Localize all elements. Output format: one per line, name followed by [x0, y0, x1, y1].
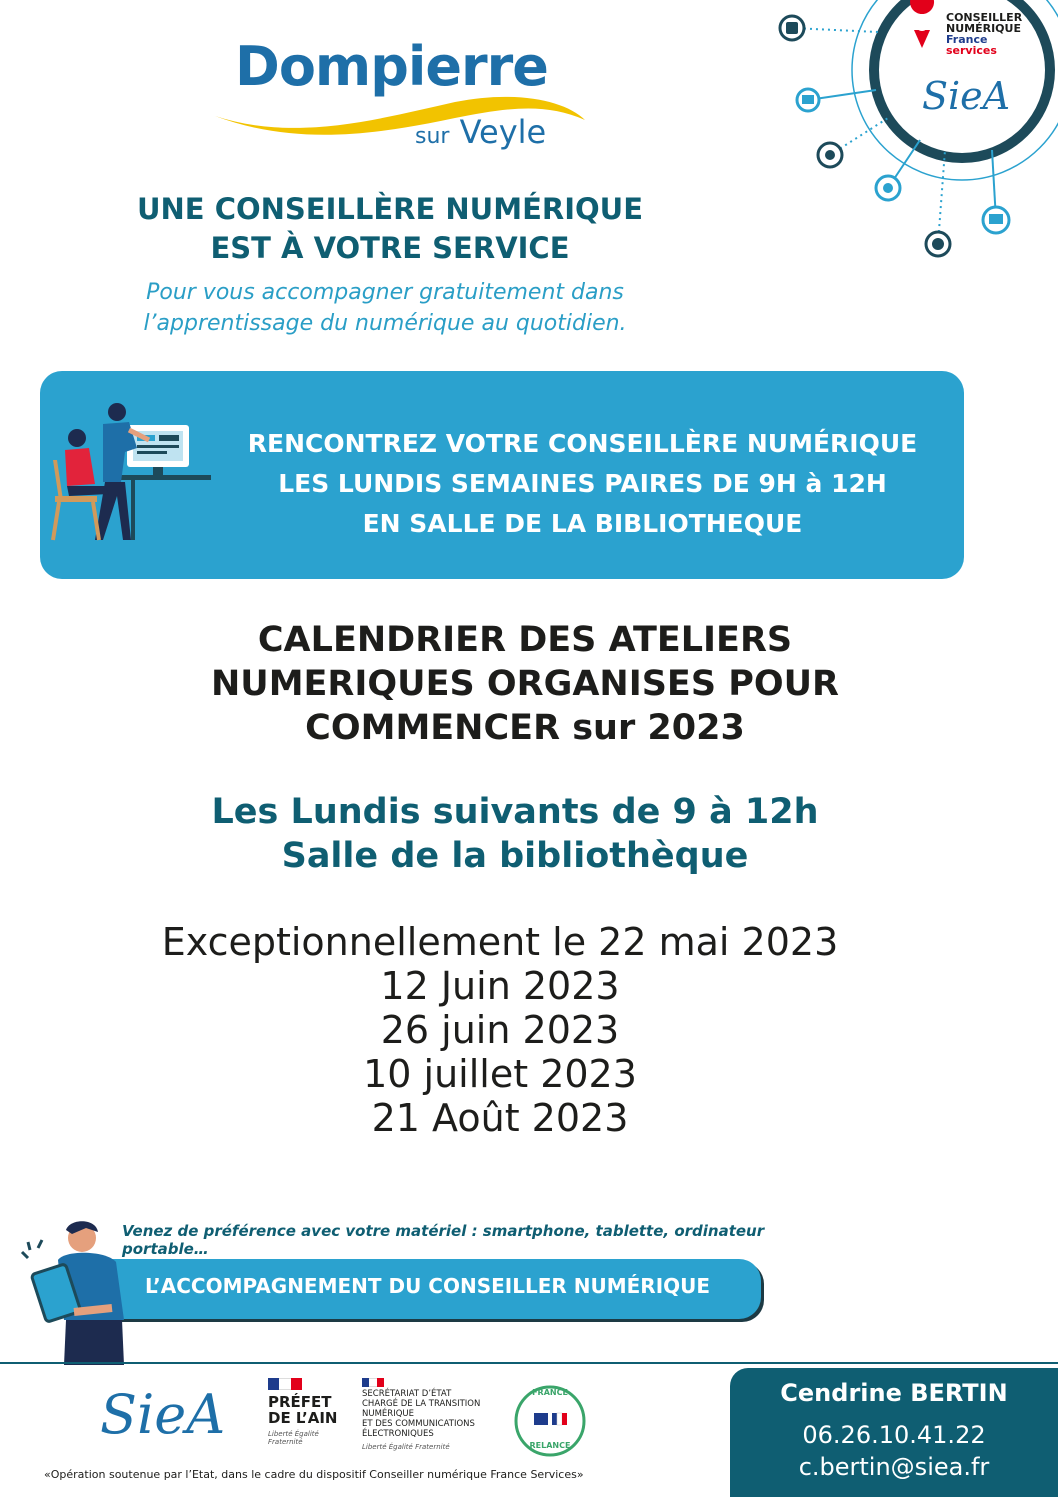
prefet-motto: Liberté Égalité Fraternité [268, 1430, 319, 1446]
intro-subtitle-line2: l’apprentissage du numérique au quotidien. [143, 311, 627, 336]
contact-name: Cendrine BERTIN [780, 1379, 1008, 1407]
intro-subtitle [60, 277, 710, 339]
calendar-date: 21 Août 2023 [371, 1096, 629, 1140]
french-flag-small-icon [362, 1378, 384, 1387]
logo-place: Veyle [459, 113, 547, 151]
footer-note: «Opération soutenue par l’Etat, dans le cadre du dispositif Conseiller numérique France Services» [44, 1468, 584, 1481]
prefet-line1: PRÉFET [268, 1393, 332, 1411]
siea-footer-logo [100, 1380, 250, 1460]
calendar-dates-list [20, 920, 980, 1140]
calendar-schedule-time: Les Lundis suivants de 9 à 12h [211, 792, 819, 832]
siea-footer-text: SieA [100, 1383, 226, 1446]
intro-heading-line1: UNE CONSEILLÈRE NUMÉRIQUE [136, 192, 644, 226]
logo-title: Dompierre [235, 35, 548, 98]
france-relance-logo [512, 1383, 588, 1459]
man-with-tablet-illustration [20, 1220, 140, 1365]
prefet-de-l-ain-logo [268, 1378, 348, 1446]
sec-line1: SECRÉTARIAT D’ÉTAT [362, 1389, 452, 1399]
secretariat-text [362, 1389, 502, 1439]
sec-line2: CHARGÉ DE LA TRANSITION [362, 1399, 481, 1409]
badge-line3: France [946, 33, 988, 46]
calendar-schedule [40, 790, 990, 878]
sec-motto: Liberté Égalité Fraternité [362, 1443, 450, 1451]
intro-heading [60, 190, 720, 268]
prefet-title [268, 1394, 348, 1426]
intro-heading-line2: EST À VOTRE SERVICE [210, 231, 570, 265]
calendar-title-line3: COMMENCER sur 2023 [305, 708, 745, 748]
badge-siea-logo: SieA [922, 74, 1011, 118]
footer-divider [0, 1362, 1058, 1364]
prefet-line2: DE L’AIN [268, 1409, 338, 1427]
intro-subtitle-line1: Pour vous accompagner gratuitement dans [146, 280, 624, 305]
secretariat-etat-logo [362, 1378, 502, 1451]
banner-line3: EN SALLE DE LA BIBLIOTHEQUE [362, 509, 803, 538]
badge-line2: NUMÉRIQUE [946, 22, 1021, 35]
french-flag-icon [268, 1378, 302, 1390]
calendar-date: 26 juin 2023 [380, 1008, 620, 1052]
conseiller-network-graphic [770, 0, 1058, 270]
banner-text [195, 424, 970, 544]
relance-top-text: FRANCE [532, 1388, 568, 1397]
banner-line1: RENCONTREZ VOTRE CONSEILLÈRE NUMÉRIQUE [247, 429, 918, 458]
calendar-schedule-place: Salle de la bibliothèque [281, 836, 749, 876]
calendar-title-line2: NUMERIQUES ORGANISES POUR [210, 664, 840, 704]
dompierre-logo [205, 35, 605, 155]
contact-email: c.bertin@siea.fr [798, 1453, 990, 1481]
calendar-date: Exceptionnellement le 22 mai 2023 [161, 920, 839, 964]
badge-line4: services [946, 44, 997, 57]
logo-sur: sur [415, 124, 450, 149]
calendar-date: 10 juillet 2023 [363, 1052, 637, 1096]
relance-bottom-text: RELANCE [529, 1441, 571, 1450]
sec-line4: ET DES COMMUNICATIONS [362, 1419, 475, 1429]
sec-line3: NUMÉRIQUE [362, 1409, 414, 1419]
calendar-title-line1: CALENDRIER DES ATELIERS [257, 620, 793, 660]
bring-device-note: Venez de préférence avec votre matériel : smartphone, tablette, ordinateur portable… [122, 1222, 765, 1258]
contact-phone: 06.26.10.41.22 [802, 1421, 986, 1449]
calendar-title [60, 618, 990, 750]
calendar-date: 12 Juin 2023 [380, 964, 620, 1008]
people-at-computer-illustration [45, 400, 215, 550]
logo-subtitle [415, 113, 546, 151]
accompagnement-label: L’ACCOMPAGNEMENT DU CONSEILLER NUMÉRIQUE [145, 1274, 711, 1298]
sec-line5: ÉLECTRONIQUES [362, 1429, 434, 1439]
badge-line1: CONSEILLER [946, 11, 1023, 24]
badge-text [946, 12, 1022, 56]
banner-line2: LES LUNDIS SEMAINES PAIRES DE 9H à 12H [278, 469, 887, 498]
